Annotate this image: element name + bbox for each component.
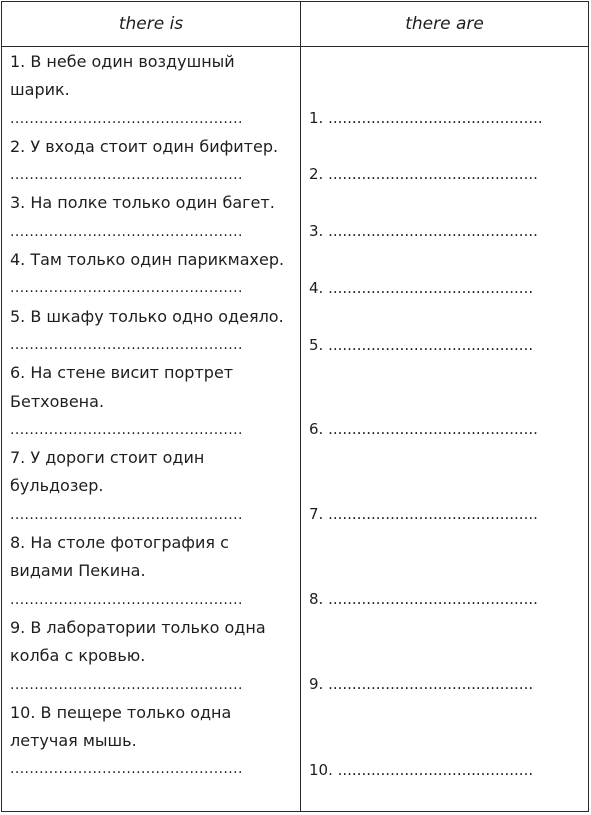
- sentence-text: 8. На столе фотография с видами Пекина.: [10, 533, 229, 581]
- list-item: [10, 699, 294, 784]
- sentence-text: 3. На полке только один багет.: [10, 193, 275, 213]
- answer-line[interactable]: ................................................: [10, 421, 243, 438]
- answer-line[interactable]: 4. ...........................................: [309, 279, 534, 297]
- list-item: [10, 303, 294, 360]
- answer-line[interactable]: ................................................: [10, 761, 243, 778]
- answer-line[interactable]: 3. ............................................: [309, 222, 538, 240]
- sentence-text: 2. У входа стоит один бифитер.: [10, 136, 279, 156]
- list-item: [10, 529, 294, 614]
- answer-line[interactable]: ................................................: [10, 280, 243, 297]
- answer-line[interactable]: ................................................: [10, 591, 243, 608]
- sentence-text: 4. Там только один парикмахер.: [10, 250, 285, 270]
- list-item: [10, 359, 294, 444]
- answer-line[interactable]: 2. ............................................: [309, 165, 538, 183]
- sentence-text: 9. В лаборатории только одна колба с кровью.: [10, 617, 266, 666]
- there-are-column: [309, 2, 587, 811]
- list-item: [10, 614, 294, 699]
- sentence-text: 6. На стене висит портрет Бетховена.: [10, 363, 234, 411]
- answer-line[interactable]: 10. .........................................: [309, 761, 534, 779]
- sentence-text: 5. В шкафу только одно одеяло.: [10, 306, 284, 326]
- sentence-text: 10. В пещере только одна летучая мышь.: [10, 702, 232, 751]
- list-item: [10, 444, 294, 529]
- answer-line[interactable]: ................................................: [10, 110, 243, 127]
- answer-line[interactable]: ................................................: [10, 506, 243, 523]
- list-item: [10, 48, 294, 133]
- answer-line[interactable]: ................................................: [10, 676, 243, 693]
- answer-line[interactable]: 8. ............................................: [309, 590, 538, 608]
- list-item: [10, 189, 294, 246]
- answer-line[interactable]: ................................................: [10, 167, 243, 184]
- answer-line[interactable]: 6. ............................................: [309, 420, 538, 438]
- answer-line[interactable]: 5. ...........................................: [309, 336, 534, 354]
- answer-line[interactable]: 9. ...........................................: [309, 675, 534, 693]
- sentence-text: 1. В небе один воздушный шарик.: [10, 52, 235, 100]
- answer-line[interactable]: ................................................: [10, 336, 243, 353]
- column-divider: [300, 2, 301, 811]
- list-item: [10, 246, 294, 303]
- answer-line[interactable]: 1. .............................................: [309, 109, 543, 127]
- answer-line[interactable]: 7. ............................................: [309, 505, 538, 523]
- header-there-are: there are: [405, 14, 484, 34]
- list-item: [10, 133, 294, 190]
- sentence-text: 7. У дороги стоит один бульдозер.: [10, 448, 205, 496]
- exercise-table: [1, 1, 589, 812]
- answer-line[interactable]: ................................................: [10, 223, 243, 240]
- there-is-column: [10, 48, 294, 784]
- header-there-is: there is: [118, 14, 184, 34]
